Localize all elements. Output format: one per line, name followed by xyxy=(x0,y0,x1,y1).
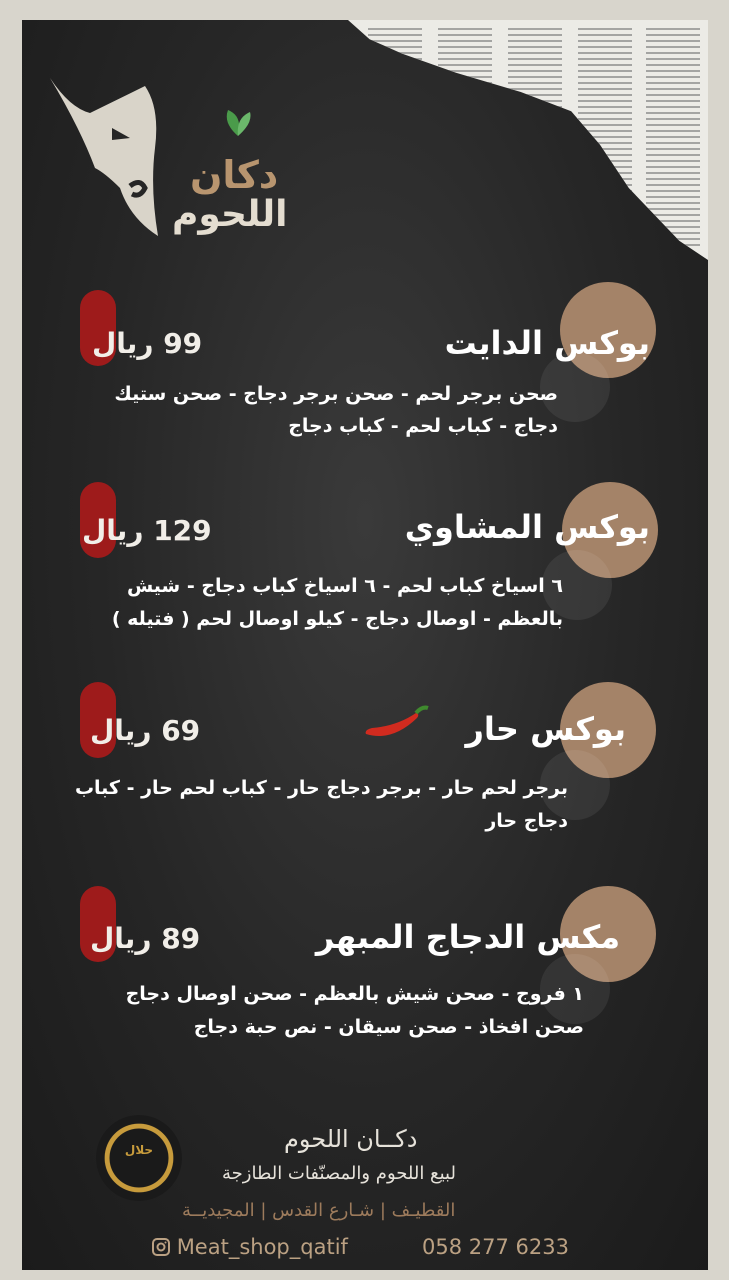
chili-icon xyxy=(362,704,432,744)
newspaper-column xyxy=(578,28,632,248)
halal-icon: حلال xyxy=(124,1143,154,1157)
item-price: 99 ريال xyxy=(92,327,203,360)
bull-head-icon xyxy=(50,68,160,238)
newspaper-column xyxy=(508,28,562,248)
phone-number[interactable]: 058 277 6233 xyxy=(422,1235,569,1259)
item-title: بوكس حار xyxy=(465,710,626,748)
footer-address: القطيـف | شـارع القدس | المجيديــة xyxy=(182,1200,456,1221)
logo-line2: اللحوم xyxy=(172,194,288,235)
newspaper-column xyxy=(646,28,700,248)
item-desc-line1: ٦ اسياخ كباب لحم - ٦ اسياخ كباب دجاج - شيش xyxy=(126,575,563,597)
item-desc-line2: دجاج - كباب لحم - كباب دجاج xyxy=(288,415,558,437)
footer-subtitle: لبيع اللحوم والمصنّفات الطازجة xyxy=(222,1163,456,1184)
item-desc-line2: دجاج حار xyxy=(485,810,568,832)
instagram-icon xyxy=(152,1238,170,1256)
item-price: 89 ريال xyxy=(90,922,201,955)
shop-logo xyxy=(50,68,288,248)
menu-board xyxy=(22,20,708,1270)
halal-badge xyxy=(96,1115,182,1201)
item-desc-line2: صحن افخاذ - صحن سيقان - نص حبة دجاج xyxy=(193,1016,584,1038)
instagram-handle[interactable] xyxy=(152,1235,348,1259)
item-desc-line1: ١ فروج - صحن شيش بالعظم - صحن اوصال دجاج xyxy=(125,983,584,1005)
item-price: 69 ريال xyxy=(90,714,201,747)
footer-shop-name: دكــان اللحوم xyxy=(284,1125,418,1153)
newspaper-corner xyxy=(348,20,708,260)
item-desc-line1: برجر لحم حار - برجر دجاج حار - كباب لحم حار - كباب xyxy=(74,777,568,799)
newspaper-column xyxy=(438,28,492,248)
logo-line1: دكان xyxy=(190,153,279,197)
item-desc-line2: بالعظم - اوصال دجاج - كيلو اوصال لحم ( فتيله ) xyxy=(111,608,563,630)
newspaper-column xyxy=(368,28,422,248)
leaf-icon xyxy=(218,108,258,138)
item-title: بوكس المشاوي xyxy=(404,508,650,546)
item-price: 129 ريال xyxy=(82,514,212,547)
item-desc-line1: صحن برجر لحم - صحن برجر دجاج - صحن ستيك xyxy=(114,383,558,405)
item-title: مكس الدجاج المبهر xyxy=(315,918,620,956)
item-title: بوكس الدايت xyxy=(444,324,650,362)
instagram-text: Meat_shop_qatif xyxy=(176,1235,348,1259)
